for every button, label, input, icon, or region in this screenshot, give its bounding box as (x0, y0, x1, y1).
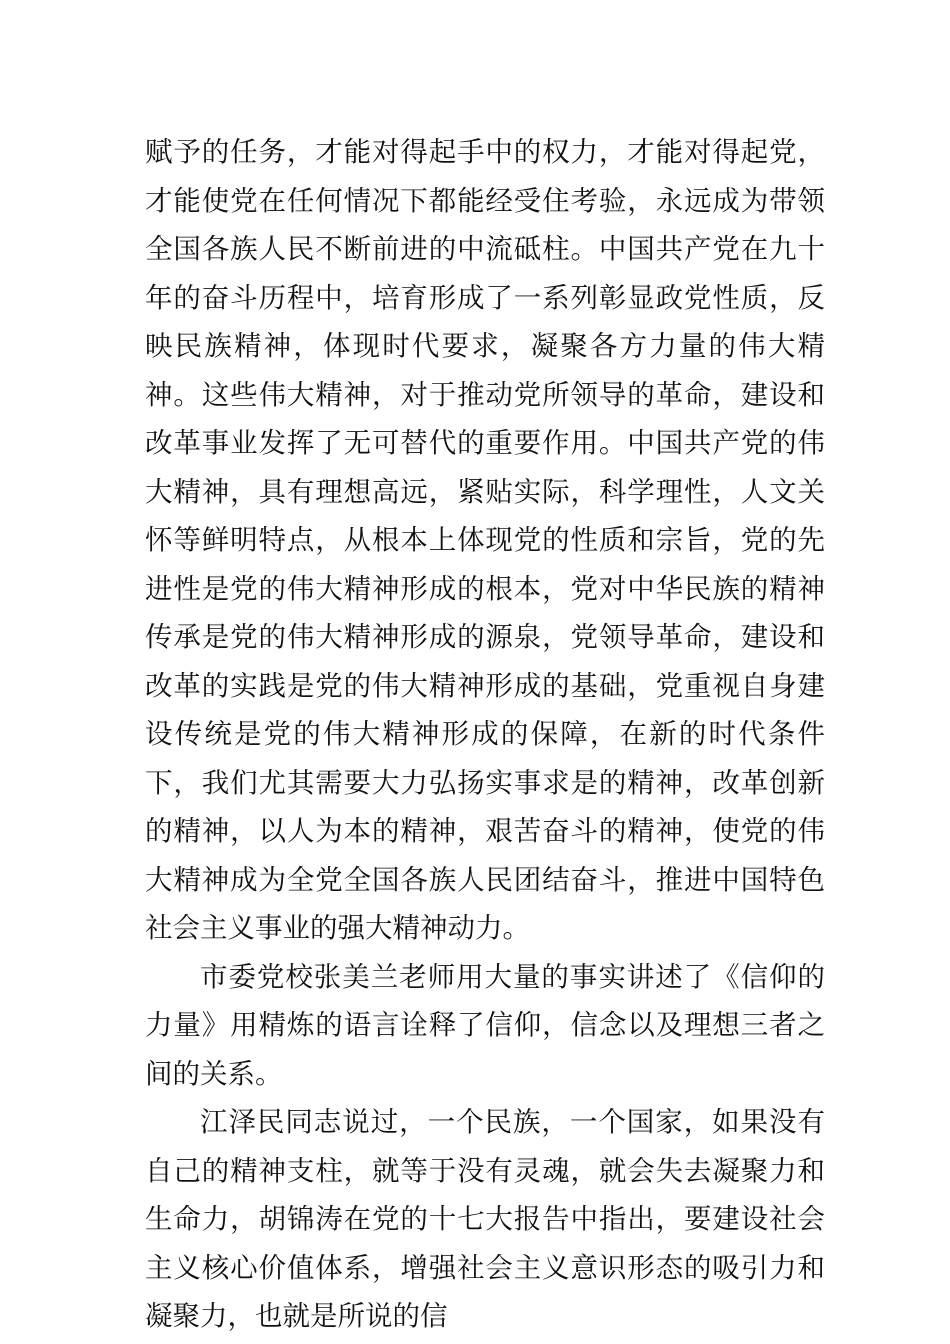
paragraph-spiritual-pillar: 江泽民同志说过，一个民族，一个国家，如果没有自己的精神支柱，就等于没有灵魂，就会失去凝聚力和生命力，胡锦涛在党的十七大报告中指出，要建设社会主义核心价值体系，增强社会主义意识形态的吸引力和凝聚力，也就是所说的信 (145, 1106, 825, 1332)
paragraph-faith-lecture: 市委党校张美兰老师用大量的事实讲述了《信仰的力量》用精炼的语言诠释了信仰，信念以及理想三者之间的关系。 (145, 960, 825, 1090)
paragraph-continued: 赋予的任务，才能对得起手中的权力，才能对得起党，才能使党在任何情况下都能经受住考验，永远成为带领全国各族人民不断前进的中流砥柱。中国共产党在九十年的奋斗历程中，培育形成了一系列彰显政党性质，反映民族精神，体现时代要求，凝聚各方力量的伟大精神。这些伟大精神，对于推动党所领导的革命，建设和改革事业发挥了无可替代的重要作用。中国共产党的伟大精神，具有理想高远，紧贴实际，科学理性，人文关怀等鲜明特点，从根本上体现党的性质和宗旨，党的先进性是党的伟大精神形成的根本，党对中华民族的精神传承是党的伟大精神形成的源泉，党领导革命，建设和改革的实践是党的伟大精神形成的基础，党重视自身建设传统是党的伟大精神形成的保障，在新的时代条件下，我们尤其需要大力弘扬实事求是的精神，改革创新的精神，以人为本的精神，艰苦奋斗的精神，使党的伟大精神成为全党全国各族人民团结奋斗，推进中国特色社会主义事业的强大精神动力。 (145, 136, 825, 944)
document-body (145, 128, 825, 1341)
